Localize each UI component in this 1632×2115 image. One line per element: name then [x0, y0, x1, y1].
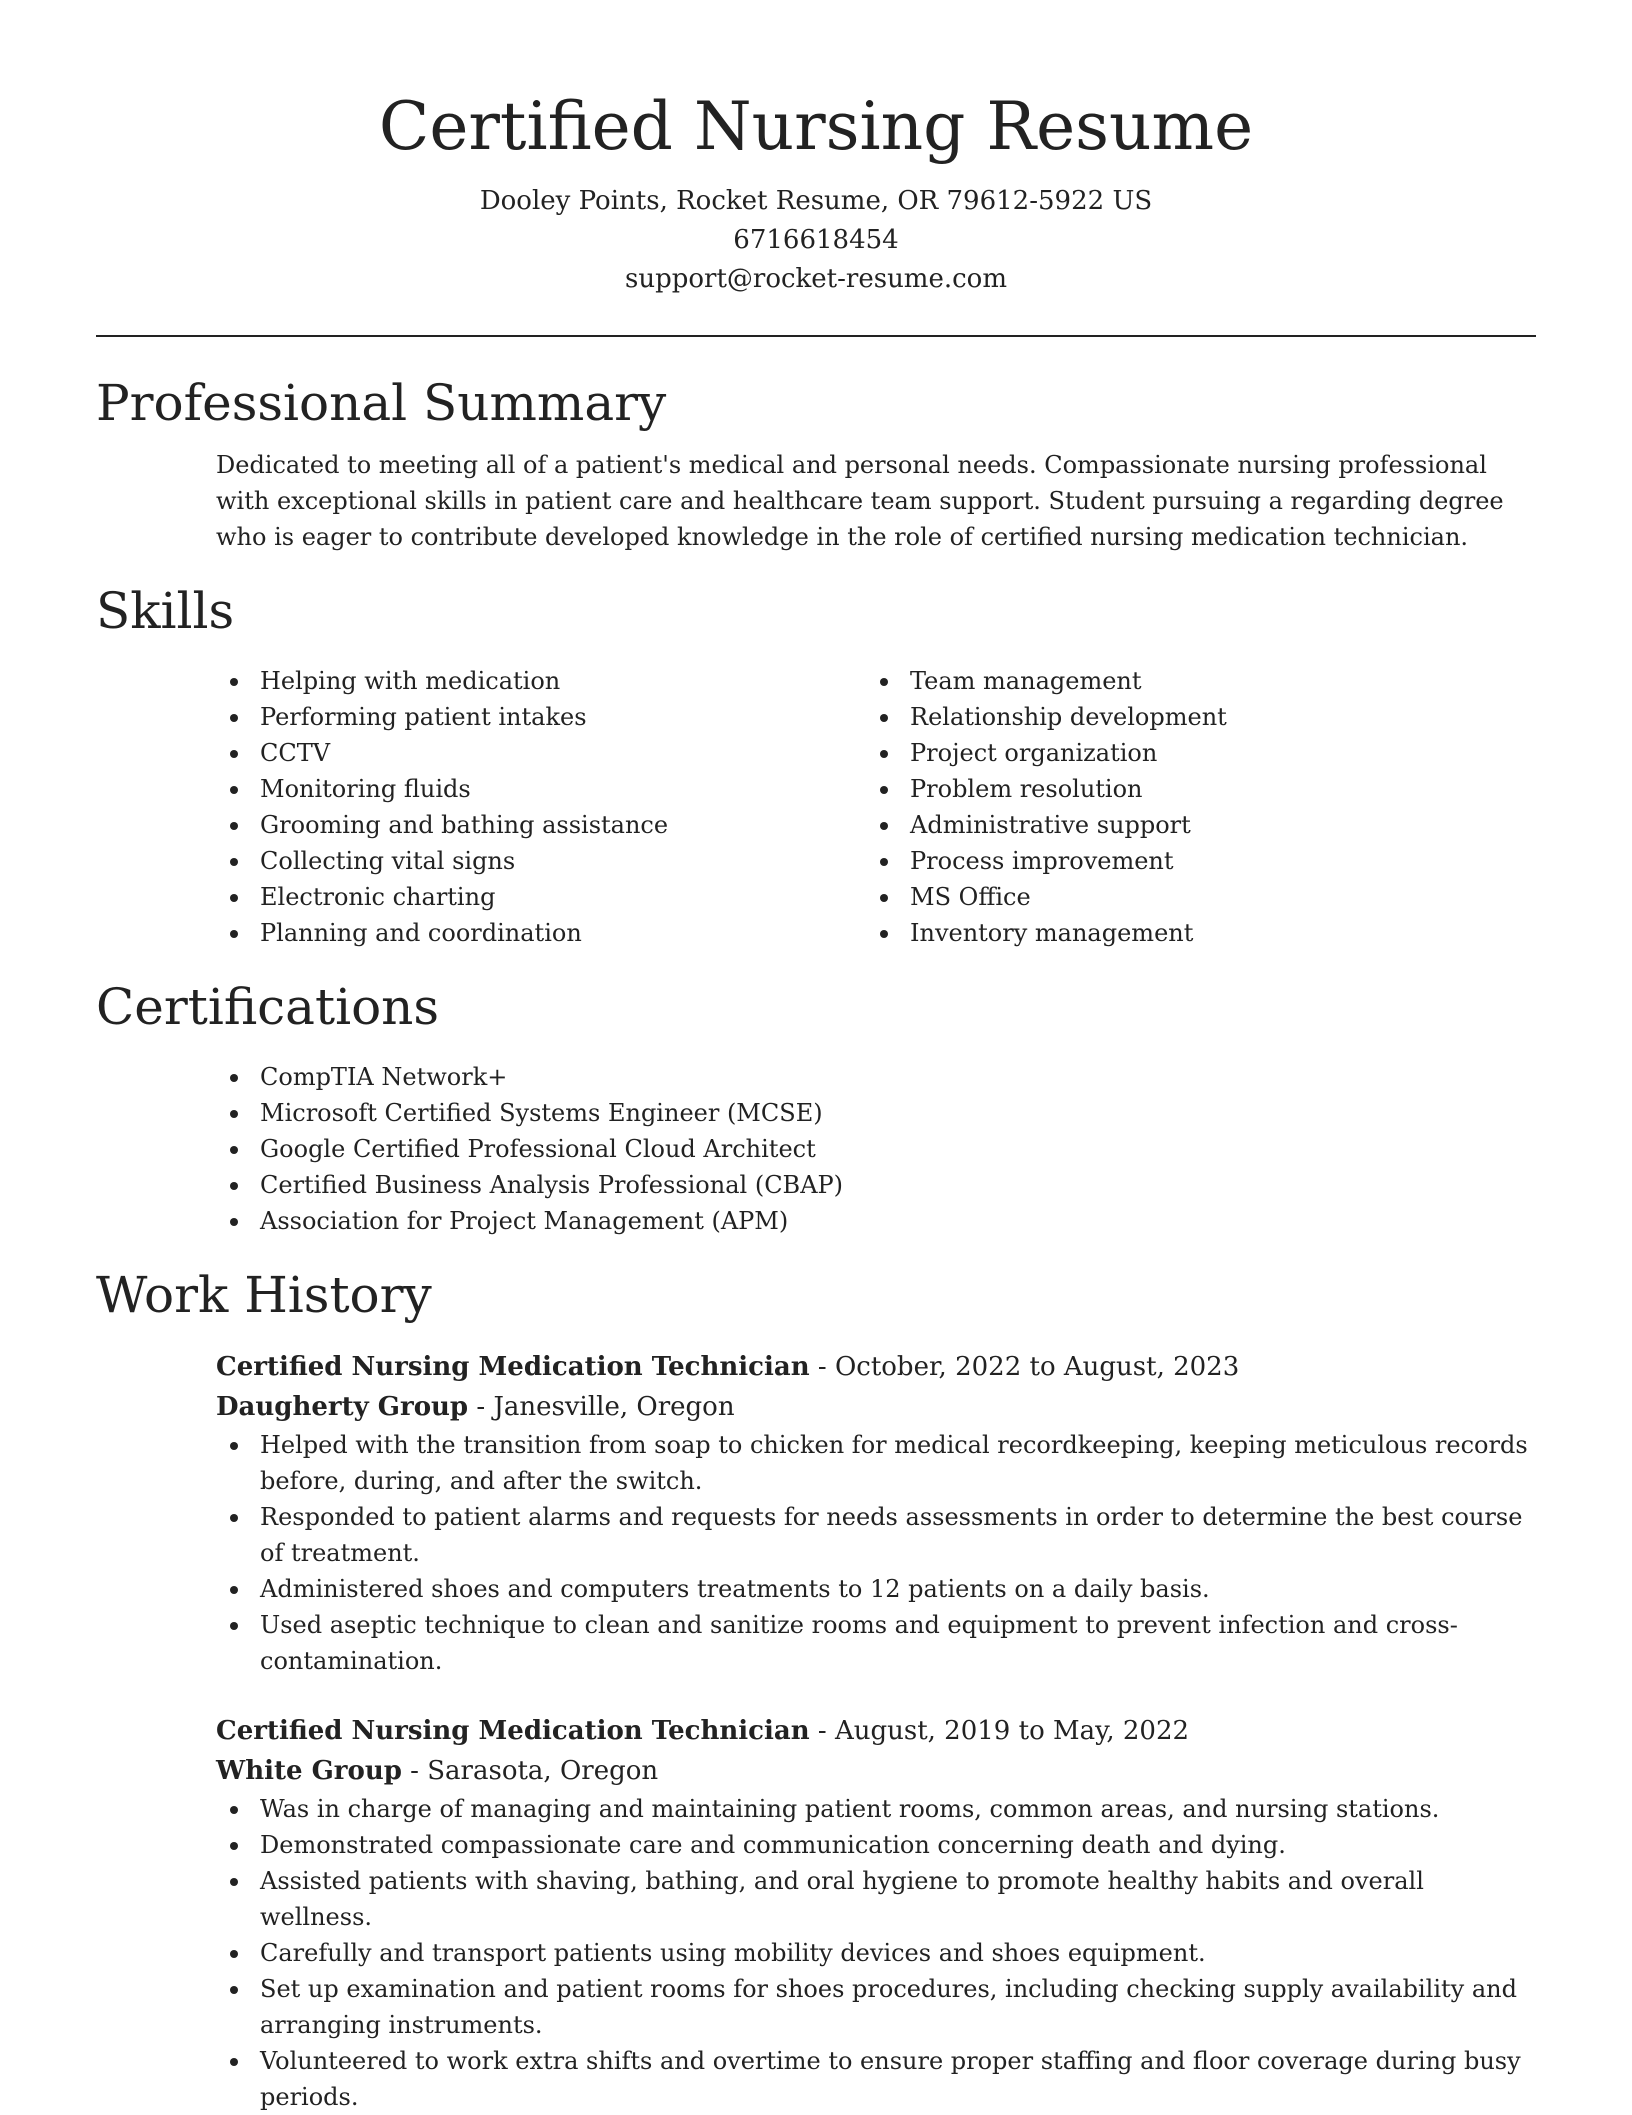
- job-bullet: Responded to patient alarms and requests for needs assessments in order to determine the best course of treatment.: [260, 1499, 1536, 1571]
- job-company: Daugherty Group: [216, 1392, 469, 1422]
- job-bullet: Assisted patients with shaving, bathing, and oral hygiene to promote healthy habits and overall wellness.: [260, 1863, 1536, 1935]
- job-company: White Group: [216, 1756, 402, 1786]
- job-company-line: [216, 1751, 1536, 1791]
- resume-page: [96, 0, 1536, 2115]
- job-bullet: Helped with the transition from soap to chicken for medical recordkeeping, keeping meticulous records before, during, and after the switch.: [260, 1427, 1536, 1499]
- resume-header: [96, 0, 1536, 299]
- address-text: Dooley Points, Rocket Resume, OR 79612-5922 US: [479, 186, 1153, 216]
- job-location: - Janesville, Oregon: [468, 1392, 735, 1422]
- skills-list-right: [866, 663, 1516, 951]
- skills-column-right: [866, 663, 1516, 951]
- job-company-line: [216, 1387, 1536, 1427]
- certifications-list: [216, 1059, 1536, 1239]
- work-history-section: [96, 1263, 1536, 2115]
- header-divider: [96, 335, 1536, 337]
- certifications-section: [96, 975, 1536, 1239]
- certification-item: Certified Business Analysis Professional (CBAP): [260, 1167, 1536, 1203]
- job-dates: - August, 2019 to May, 2022: [809, 1716, 1190, 1746]
- skill-item: Problem resolution: [910, 771, 1516, 807]
- certification-item: Google Certified Professional Cloud Architect: [260, 1131, 1536, 1167]
- job-bullet: Administered shoes and computers treatments to 12 patients on a daily basis.: [260, 1571, 1536, 1607]
- skill-item: Helping with medication: [260, 663, 866, 699]
- resume-title: Certified Nursing Resume: [378, 88, 1254, 165]
- job-bullet: Was in charge of managing and maintaining patient rooms, common areas, and nursing stations.: [260, 1791, 1536, 1827]
- email-text: support@rocket-resume.com: [624, 264, 1007, 294]
- skill-item: Process improvement: [910, 843, 1516, 879]
- contact-info: [96, 182, 1536, 299]
- skill-item: Monitoring fluids: [260, 771, 866, 807]
- summary-heading: Professional Summary: [96, 374, 667, 432]
- skill-item: Grooming and bathing assistance: [260, 807, 866, 843]
- skill-item: Planning and coordination: [260, 915, 866, 951]
- job-entry: [216, 1347, 1536, 1679]
- skill-item: Project organization: [910, 735, 1516, 771]
- job-title-line: [216, 1347, 1536, 1387]
- skill-item: MS Office: [910, 879, 1516, 915]
- skill-item: Team management: [910, 663, 1516, 699]
- skill-item: Collecting vital signs: [260, 843, 866, 879]
- skill-item: Performing patient intakes: [260, 699, 866, 735]
- job-title: Certified Nursing Medication Technician: [216, 1716, 810, 1746]
- certifications-bullets: [216, 1059, 1536, 1239]
- skill-item: Electronic charting: [260, 879, 866, 915]
- certification-item: Association for Project Management (APM): [260, 1203, 1536, 1239]
- job-bullet: Volunteered to work extra shifts and overtime to ensure proper staffing and floor coverage during busy periods.: [260, 2043, 1536, 2115]
- job-bullets: [216, 1427, 1536, 1679]
- skill-item: Inventory management: [910, 915, 1516, 951]
- job-bullets: [216, 1791, 1536, 2115]
- job-bullet: Used aseptic technique to clean and sanitize rooms and equipment to prevent infection and cross-contamination.: [260, 1607, 1536, 1679]
- work-history-heading: Work History: [96, 1266, 432, 1324]
- certification-item: CompTIA Network+: [260, 1059, 1536, 1095]
- job-dates: - October, 2022 to August, 2023: [809, 1352, 1240, 1382]
- job-location: - Sarasota, Oregon: [401, 1756, 659, 1786]
- job-title-line: [216, 1711, 1536, 1751]
- skills-column-left: [216, 663, 866, 951]
- phone-text: 6716618454: [733, 225, 899, 255]
- skills-grid: [216, 663, 1536, 951]
- job-entry: [216, 1711, 1536, 2115]
- job-bullet: Demonstrated compassionate care and communication concerning death and dying.: [260, 1827, 1536, 1863]
- certifications-heading: Certifications: [96, 978, 440, 1036]
- job-bullet: Carefully and transport patients using mobility devices and shoes equipment.: [260, 1935, 1536, 1971]
- job-title: Certified Nursing Medication Technician: [216, 1352, 810, 1382]
- summary-text: Dedicated to meeting all of a patient's medical and personal needs. Compassionate nursing professional with exceptional skills in patient care and healthcare team support. Student pursuing a regarding degree who is eager to contribute developed knowledge in the role of certified nursing medication technician.: [216, 451, 1504, 551]
- skill-item: CCTV: [260, 735, 866, 771]
- skills-list-left: [216, 663, 866, 951]
- skills-heading: Skills: [96, 582, 235, 640]
- job-bullet: Set up examination and patient rooms for shoes procedures, including checking supply availability and arranging instruments.: [260, 1971, 1536, 2043]
- skill-item: Relationship development: [910, 699, 1516, 735]
- skills-section: [96, 579, 1536, 951]
- skill-item: Administrative support: [910, 807, 1516, 843]
- certification-item: Microsoft Certified Systems Engineer (MCSE): [260, 1095, 1536, 1131]
- summary-section: [96, 371, 1536, 555]
